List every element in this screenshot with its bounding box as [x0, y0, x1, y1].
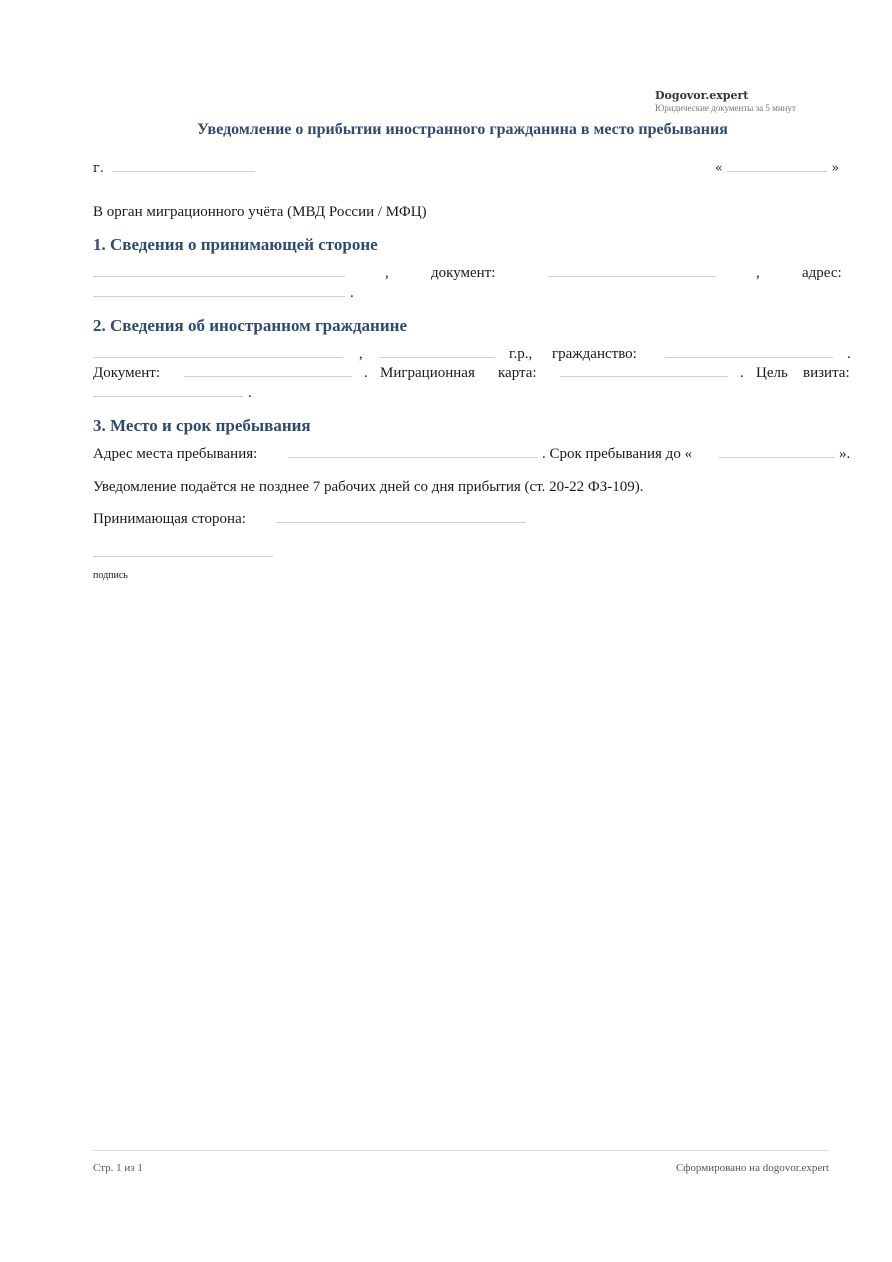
- brand-name: Dogovor.expert: [655, 89, 749, 102]
- migration-card-blank: [560, 365, 728, 377]
- stay-address-label: Адрес места пребывания:: [93, 446, 258, 462]
- citizenship-label: гражданство:: [552, 346, 637, 362]
- host-address-blank: [93, 285, 345, 297]
- stay-term-blank: [719, 446, 835, 458]
- host-period: .: [350, 285, 354, 301]
- host-address-label: адрес:: [802, 265, 842, 281]
- host-comma: ,: [385, 265, 389, 281]
- foreigner-period-3: .: [740, 365, 744, 381]
- host-blank: [276, 511, 526, 523]
- host-label: Принимающая сторона:: [93, 511, 246, 527]
- section2-line3: [93, 385, 853, 403]
- citizenship-blank: [665, 346, 833, 358]
- page-number: Стр. 1 из 1: [93, 1162, 143, 1174]
- stay-term-close: ».: [839, 446, 851, 462]
- brand-tagline: Юридические документы за 5 минут: [655, 103, 796, 113]
- foreigner-document-blank: [184, 365, 352, 377]
- host-document-label: документ:: [431, 265, 496, 281]
- visit-label: визита:: [803, 365, 850, 381]
- footer-divider: [93, 1150, 829, 1151]
- date-blank: [727, 160, 827, 172]
- birth-year-label: г.р.,: [509, 346, 533, 362]
- date-open-quote: «: [715, 161, 723, 176]
- stay-address-blank: [288, 446, 538, 458]
- migration-label: Миграционная: [380, 365, 475, 381]
- signature-line: [93, 556, 273, 557]
- city-prefix: г.: [93, 161, 104, 176]
- notice-text: Уведомление подаётся не позднее 7 рабочих дней со дня прибытия (ст. 20-22 ФЗ-109).: [93, 479, 644, 495]
- addressee: В орган миграционного учёта (МВД России / МФЦ): [93, 204, 427, 220]
- city-field: [93, 160, 255, 176]
- section1-line1: [93, 265, 853, 283]
- date-field: [715, 160, 839, 176]
- stay-term-label: . Срок пребывания до «: [542, 446, 693, 462]
- foreigner-comma: ,: [359, 346, 363, 362]
- city-blank: [112, 160, 255, 172]
- foreigner-document-label: Документ:: [93, 365, 161, 381]
- card-label: карта:: [498, 365, 537, 381]
- section2-line2: [93, 365, 853, 383]
- foreigner-period-4: .: [248, 385, 252, 401]
- date-close-quote: »: [831, 161, 840, 176]
- section1-line2: [93, 285, 853, 303]
- footer-generated: Сформировано на dogovor.expert: [675, 1162, 829, 1174]
- section3-line1: [93, 446, 853, 464]
- section1-heading: 1. Сведения о принимающей стороне: [93, 235, 378, 254]
- section2-heading: 2. Сведения об иностранном гражданине: [93, 316, 407, 335]
- signature-label: подпись: [93, 570, 128, 581]
- foreigner-period-2: .: [364, 365, 368, 381]
- host-comma-2: ,: [756, 265, 760, 281]
- document-title: Уведомление о прибытии иностранного гражданина в место пребывания: [197, 121, 728, 138]
- host-name-blank: [93, 265, 345, 277]
- birth-year-blank: [379, 346, 495, 358]
- host-signature-line: [93, 511, 853, 529]
- brand-block: [655, 89, 855, 115]
- section2-line1: [93, 346, 853, 364]
- host-document-blank: [548, 265, 716, 277]
- visit-purpose-blank: [93, 385, 243, 397]
- foreigner-period-1: .: [847, 346, 851, 362]
- foreigner-name-blank: [93, 346, 343, 358]
- section3-heading: 3. Место и срок пребывания: [93, 416, 311, 435]
- purpose-label: Цель: [756, 365, 788, 381]
